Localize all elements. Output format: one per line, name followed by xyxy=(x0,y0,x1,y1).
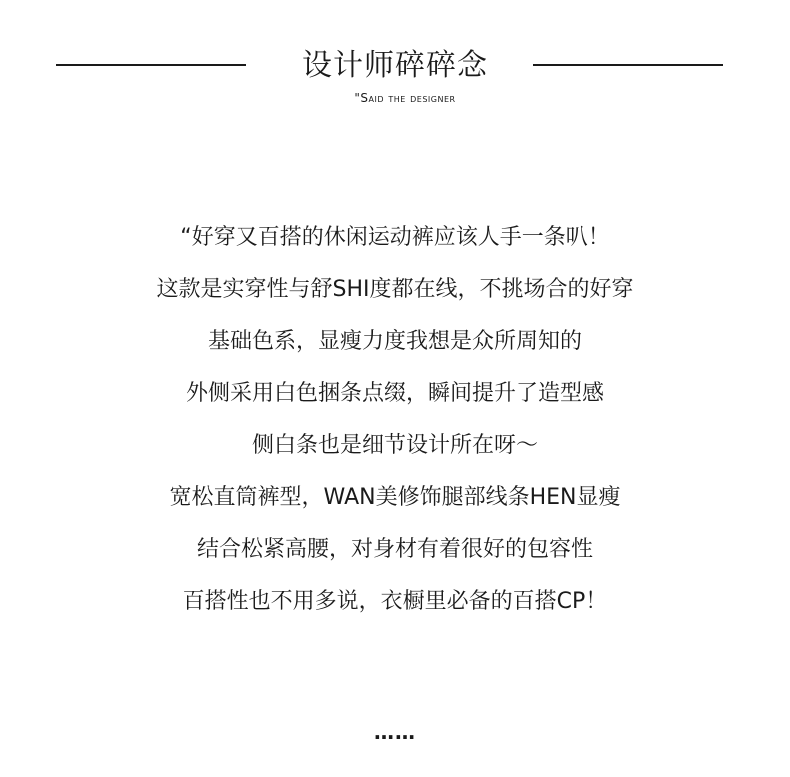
right-divider-line xyxy=(533,64,723,66)
text-line: 外侧采用白色捆条点缀，瞬间提升了造型感 xyxy=(185,381,604,406)
designer-notes xyxy=(0,218,790,634)
text-line: 百搭性也不用多说，衣橱里必备的百搭CP！ xyxy=(182,589,608,614)
text-line: 宽松直筒裤型，WAN美修饰腿部线条HEN显瘦 xyxy=(169,485,621,510)
page-subtitle: "Said the designer xyxy=(354,91,456,105)
header xyxy=(0,40,790,110)
text-line: 这款是实穿性与舒SHI度都在线，不挑场合的好穿 xyxy=(156,277,634,302)
text-line: “好穿又百搭的休闲运动裤应该人手一条叭！ xyxy=(180,225,610,250)
page-title: 设计师碎碎念 xyxy=(302,48,488,83)
text-line: 基础色系，显瘦力度我想是众所周知的 xyxy=(207,329,582,354)
text-line: 侧白条也是细节设计所在呀～ xyxy=(251,433,538,458)
ellipsis: …… xyxy=(374,720,416,744)
text-line: 结合松紧高腰，对身材有着很好的包容性 xyxy=(196,537,593,562)
